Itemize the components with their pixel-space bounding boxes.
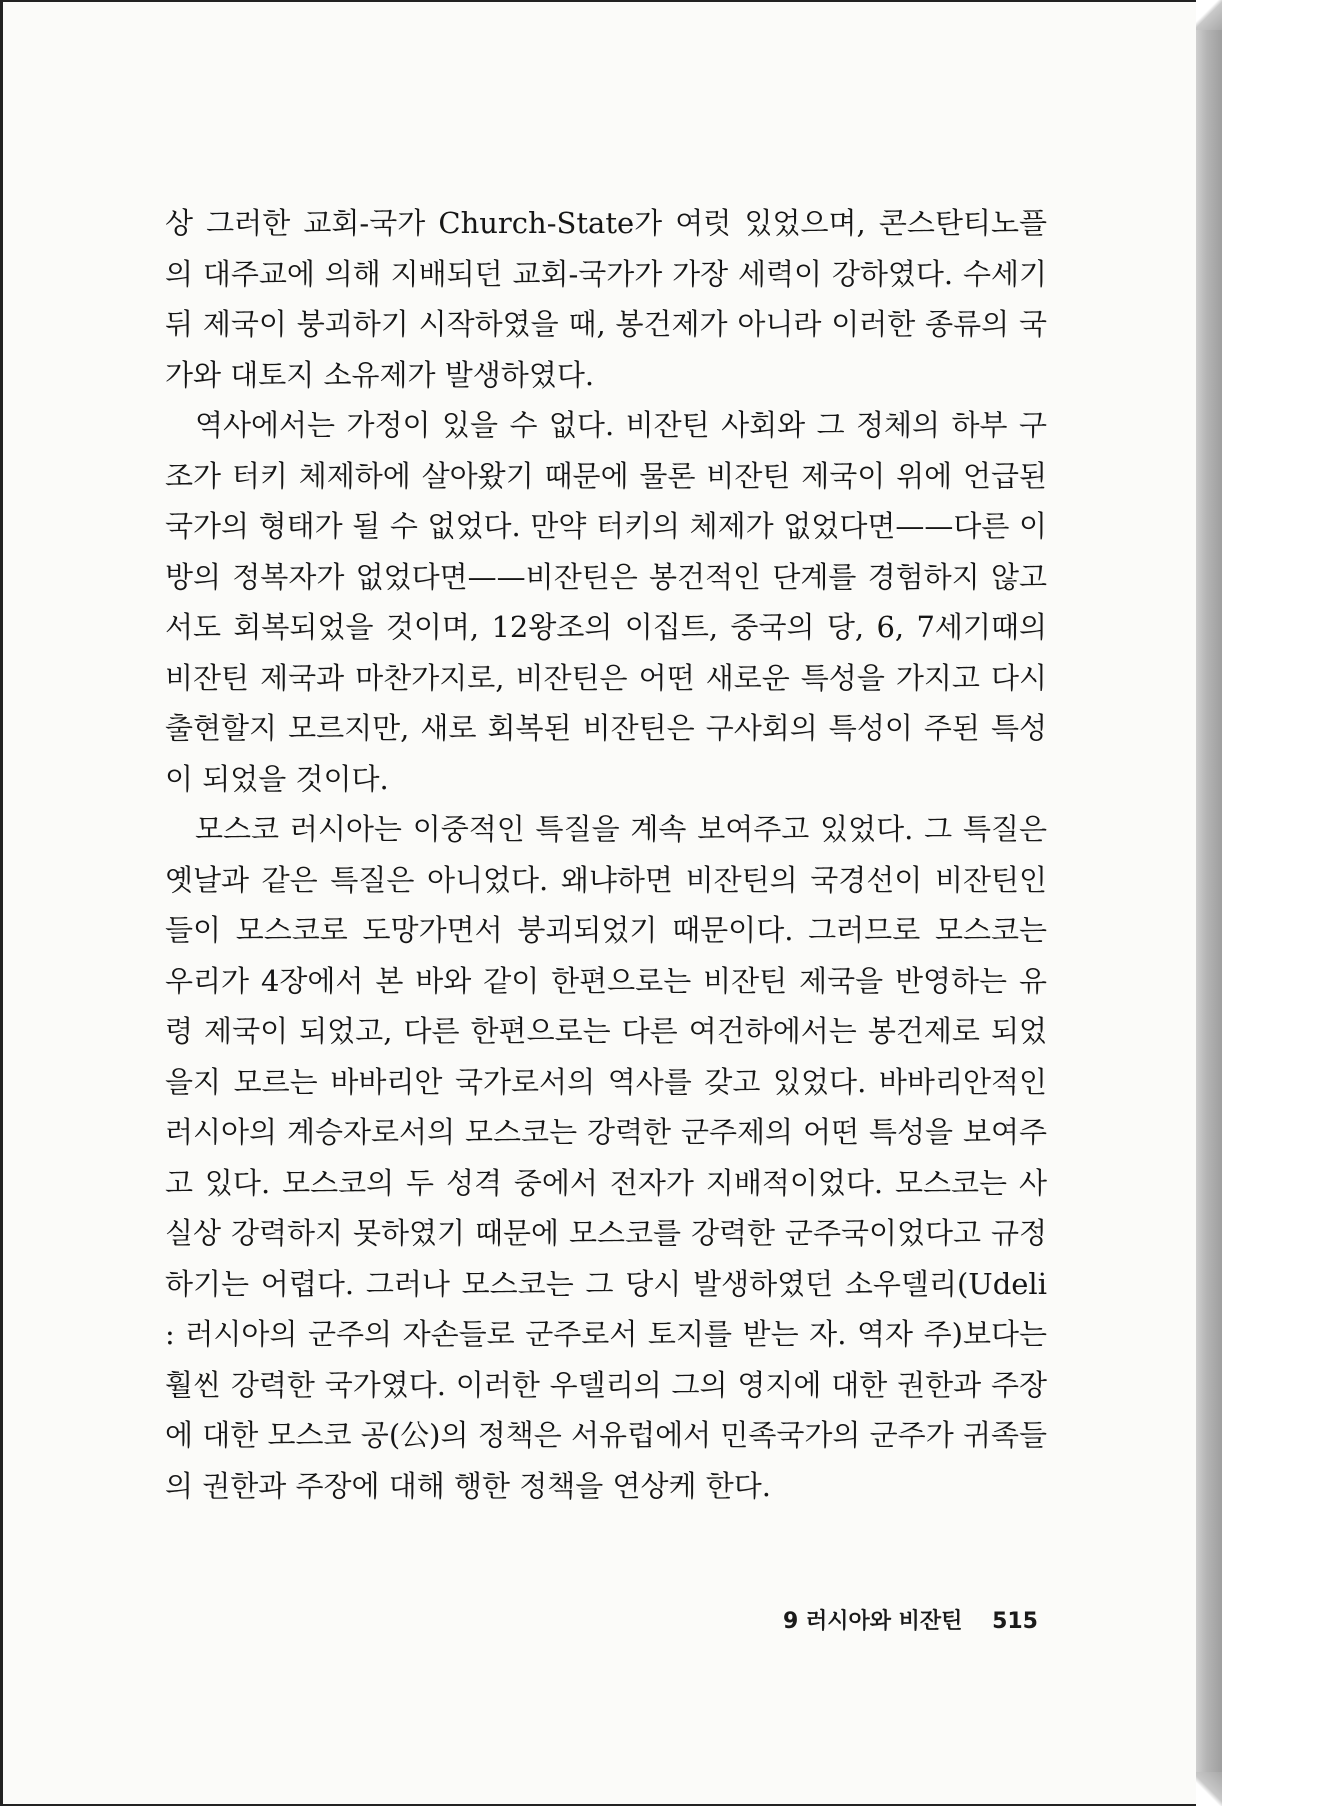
paragraph-3: 모스코 러시아는 이중적인 특질을 계속 보여주고 있었다. 그 특질은 옛날과 같은 특질은 아니었다. 왜냐하면 비잔틴의 국경선이 비잔틴인들이 모스코로 도망가면서 붕괴되었기 때문이다. 그러므로 모스코는 우리가 4장에서 본 바와 같이 한편으로는 비잔틴 제국을 반영하는 유령 제국이 되었고, 다른 한편으로는 다른 여건하에서는 봉건제로 되었을지 모르는 바바리안 국가로서의 역사를 갖고 있었다. 바바리안적인 러시아의 계승자로서의 모스코는 강력한 군주제의 어떤 특성을 보여주고 있다. 모스코의 두 성격 중에서 전자가 지배적이었다. 모스코는 사실상 강력하지 못하였기 때문에 모스코를 강력한 군주국이었다고 규정하기는 어렵다. 그러나 모스코는 그 당시 발생하였던 소우델리(Udeli : 러시아의 군주의 자손들로 군주로서 토지를 받는 자. 역자 주)보다는 훨씬 강력한 국가였다. 이러한 우델리의 그의 영지에 대한 권한과 주장에 대한 모스코 공(公)의 정책은 서유럽에서 민족국가의 군주가 귀족들의 권한과 주장에 대해 행한 정책을 연상케 한다. <box>165 812 1047 1503</box>
paragraph-2: 역사에서는 가정이 있을 수 없다. 비잔틴 사회와 그 정체의 하부 구조가 터키 체제하에 살아왔기 때문에 물론 비잔틴 제국이 위에 언급된 국가의 형태가 될 수 없었다. 만약 터키의 체제가 없었다면——다른 이방의 정복자가 없었다면——비잔틴은 봉건적인 단계를 경험하지 않고서도 회복되었을 것이며, 12왕조의 이집트, 중국의 당, 6, 7세기때의 비잔틴 제국과 마찬가지로, 비잔틴은 어떤 새로운 특성을 가지고 다시 출현할지 모르지만, 새로 회복된 비잔틴은 구사회의 특성이 주된 특성이 되었을 것이다. <box>165 408 1047 796</box>
running-chapter-title: 9 러시아와 비잔틴 <box>783 1609 963 1634</box>
page-number: 515 <box>992 1609 1038 1634</box>
paragraph-1: 상 그러한 교회-국가 Church-State가 여럿 있었으며, 콘스탄티노플의 대주교에 의해 지배되던 교회-국가가 가장 세력이 강하였다. 수세기 뒤 제국이 붕괴하기 시작하였을 때, 봉건제가 아니라 이러한 종류의 국가와 대토지 소유제가 발생하였다. <box>165 206 1047 392</box>
body-text <box>165 198 1047 1511</box>
page-footer <box>783 1604 1038 1635</box>
book-page-edge <box>1196 0 1222 1806</box>
